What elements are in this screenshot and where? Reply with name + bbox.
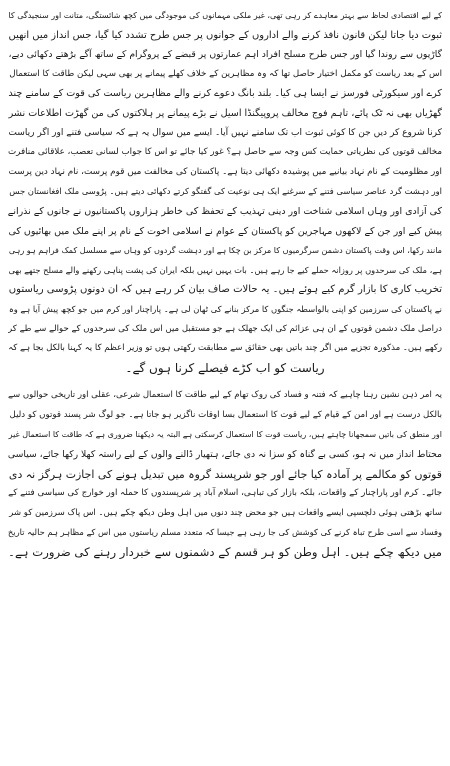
text-line: میں دیکھ چکے ہیں۔ اہل وطن کو ہر قسم کے دشمنوں سے خبردار رہنے کی ضرورت ہے۔ [8,545,442,560]
text-line: بالکل درست ہے اور امن کے قیام کے لیے قوت کا استعمال بسا اوقات ناگزیر ہو جاتا ہے۔ جو لوگ شر پسند قوتوں کو دلیل [9,409,442,420]
text-line: اس کے بعد ریاست کو مکمل اختیار حاصل تھا کہ وہ مظاہرین کے خلاف کھلے پیمانے پر بھی سہی لیکن طاقت کا استعمال [9,68,442,79]
text-line: گھڑیاں بھی نہ ٹک پائے، تاہم فوج مخالف پروپیگنڈا اسیل نے بڑے پیمانے پر ہلاکتوں کی من گھڑت اطلاعات نشر [8,107,442,119]
text-line: مانند رکھا، اس وقت پاکستان دشمن سرگرمیوں کا مرکز بن چکا ہے اور دہشت گردوں کو وہاں سے مسلسل کمک فراہم ہو رہی [8,246,442,256]
text-line: کرے اور سیکورٹی فورسز نے ایسا ہی کیا۔ بلند بانگ دعوے کرنے والے مظاہرین ریاست کی قوت کے سامنے چند [8,88,442,100]
text-line: نے پاکستان کی سرزمین کو اپنی بالواسطہ جنگوں کا مرکز بنانے کی ٹھان لی ہے۔ پاراچنار اور کرم میں جو کچھ پیش آیا ہے وہ [8,303,442,314]
text-line: پیش کیے اور جن کے لاکھوں مہاجرین کو پاکستان کے عوام نے اسلامی اخوت کے نام پر اپنے ملک میں بھائیوں کی [8,225,442,237]
text-line: ساتھ بڑھتی ہوئی دلچسپی ایسے واقعات ہیں جو محض چند دنوں میں اہل وطن دیکھ چکے ہیں۔ اس پاک سرزمین کو شر [9,507,442,518]
text-line: ریاست کو اب کڑے فیصلے کرنا ہوں گے۔ [125,360,325,375]
text-line: قوتوں کو مکالمے پر آمادہ کیا جائے اور جو شرپسند گروہ میں تبدیل ہونے کی اجازت ہرگز نہ دی [8,467,442,481]
text-line: کی آزادی اور وہاں اسلامی شناخت اور دینی تہذیب کے تحفظ کی خاطر ہزاروں پاکستانیوں نے جانوں کے نذرانے [8,205,442,217]
text-line: ہے، ملک کی سرحدوں پر روزانہ حملے کیے جا رہے ہیں۔ بات یہیں نہیں بلکہ ایران کی پشت پناہی رکھنے والے مسلح جتھے بھی [8,264,442,275]
text-line: دراصل ملک دشمن قوتوں کے ان ہی عزائم کی ایک جھلک ہے جو مستقبل میں اس ملک کی سرحدوں کے حوالے سے طے کر [8,323,442,334]
paragraph-gap [8,378,442,386]
text-line: تخریب کاری کا بازار گرم کیے ہوئے ہیں۔ یہ حالات صاف بیان کر رہے ہیں کہ ان دونوں پڑوسی ریاستوں [8,284,442,296]
article-paragraph-1 [8,6,442,378]
text-line: یہ امر ذہن نشین رہنا چاہیے کہ فتنہ و فساد کی روک تھام کے لیے طاقت کا استعمال شرعی، عقلی اور تاریخی حوالوں سے [8,390,442,401]
text-line: کرنا شروع کر دیں جن کا کوئی ثبوت اب تک سامنے نہیں آیا۔ ایسے میں سوال یہ ہے کہ سیاسی فتنے اور اگر ریاست [8,127,442,138]
text-line: جائے۔ کرم اور پاراچنار کے واقعات، بلکہ بازار کی تباہی، اسلام آباد پر شرپسندوں کا حملہ اور خوارج کی سیاسی فتنے کے [8,488,442,499]
text-line: مخالف قوتوں کی نظریاتی حمایت کس وجہ سے حاصل ہے؟ غور کیا جائے تو اس کا جواب لسانی تعصب، علاقائی منافرت [8,147,442,158]
text-line: کے لیے اقتصادی لحاظ سے بہتر معاہدے کر رہی تھی، غیر ملکی مہمانوں کی موجودگی میں کچھ شائستگی، متانت اور سنجیدگی کا [8,11,442,20]
text-line: ثبوت دیا جاتا لیکن قانون نافذ کرنے والے اداروں کے جوانوں پر جس طرح تشدد کیا گیا، جس انداز میں انھیں [8,29,442,41]
article-paragraph-2 [8,386,442,562]
text-line: اور دہشت گرد عناصر سیاسی فتنے کے سرغنے ایک ہی نوعیت کی گفتگو کرتے دکھائی دیتے ہیں۔ پڑوسی ملک افغانستان جس [9,186,442,197]
text-line: اور منطق کی باتیں سمجھانا چاہتے ہیں، ریاست قوت کا استعمال کرسکتی ہے البتہ یہ دیکھنا ضروری ہے کہ طاقت کا استعمال غیر [8,430,442,440]
text-line: اور مظلومیت کے نام نہاد بیانیے میں پوشیدہ دکھائی دیتا ہے۔ پاکستان کی مخالفت میں قوم پرست، نام نہاد دین پرست [8,166,442,177]
text-line: محتاط انداز میں نہ ہو، کسی بے گناہ کو سزا نہ دی جائے، ہتھیار ڈالنے والوں کے لیے راستہ کھلا رکھا جائے، سیاسی [8,449,442,461]
text-line: رکھے ہیں۔ مذکورہ تجزیے میں اگر چند باتیں بھی حقائق سے مطابقت رکھتی ہوں تو وزیر اعظم کا یہ کہنا بالکل بجا ہے کہ [8,343,442,354]
text-line: گاڑیوں سے روندا گیا اور جس طرح مسلح افراد اہم عمارتوں پر قبضے کے پروگرام کے ساتھ آگے بڑھتے دکھائی دیے، [8,49,442,61]
text-line: وفساد سے اسی طرح تباہ کرنے کی کوشش کی جا رہی ہے جیسا کہ متعدد مسلم ریاستوں میں اس کے مظاہر ہم حالیہ تاریخ [8,527,442,538]
